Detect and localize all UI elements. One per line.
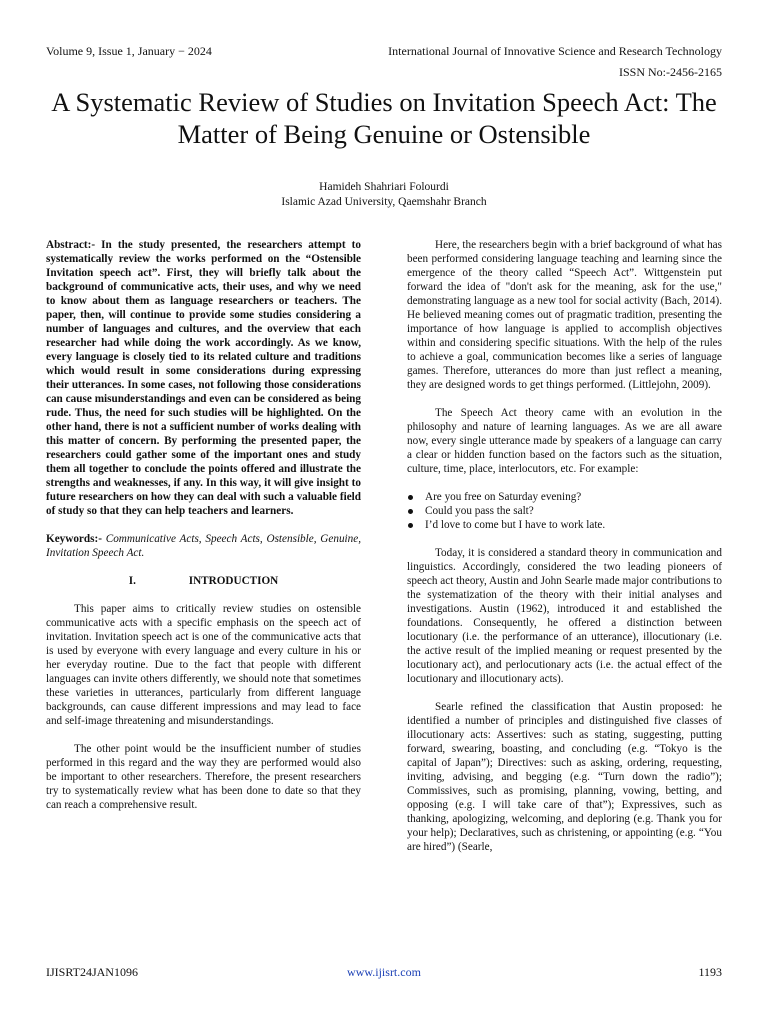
paragraph: Here, the researchers begin with a brief background of what has been performed considering language teaching and learning since the emergence of the theory called “Speech Act”. Wittgenstein put forward the idea of "don't ask for the meaning, ask for the use," demonstrating language as a new tool for social activity (Bach, 2014). He believed meaning comes out of pragmatic tradition, presenting the importance of how language is applied to accomplish objectives within and considering specific situations. With the help of the rules to achieve a goal, communication becomes like a series of language games. Therefore, utterances do more than just reflect a meaning, they are designed words to get things performed. (Littlejohn, 2009). — [407, 239, 722, 391]
article-id: IJISRT24JAN1096 — [46, 965, 138, 979]
example-list — [407, 490, 722, 532]
list-item-text: Are you free on Saturday evening? — [425, 491, 582, 503]
keywords — [46, 532, 361, 560]
bullet-icon — [408, 523, 413, 528]
keywords-label: Keywords:- — [46, 533, 102, 545]
bullet-icon — [408, 495, 413, 500]
paragraph: Searle refined the classification that Austin proposed: he identified a number of principles and distinguished five classes of illocutionary acts: Assertives: such as stating, suggesting, putting forward, swearing, boasting, and concluding (e.g. “Tokyo is the capital of Japan”); Directives: such as asking, ordering, requesting, inviting, advising, and begging (e.g. “Turn down the radio”); Commissives, such as promising, planning, vowing, betting, and opposing (e.g. I will take care of that”); Expressives, such as thanking, apologizing, welcoming, and deploring (e.g. Thank you for your help); Declaratives, such as christening, or appointing (e.g. “You are hired”) (Searle, — [407, 701, 722, 853]
footer-center — [0, 965, 768, 980]
page-number: 1193 — [698, 965, 722, 979]
list-item-text: Could you pass the salt? — [425, 505, 534, 517]
website-link[interactable]: www.ijisrt.com — [347, 965, 421, 979]
list-item-text: I’d love to come but I have to work late. — [425, 519, 606, 531]
author-block — [0, 180, 768, 210]
list-item — [407, 490, 722, 504]
journal-name: International Journal of Innovative Science and Research Technology — [388, 44, 722, 58]
paragraph: This paper aims to critically review studies on ostensible communicative acts with a specific emphasis on the speech act of invitation. Invitation speech act is one of the communicative acts that is used by everyone with every language and every culture in his or her everyday routine. Due to the fact that people with different languages can invite others differently, we should note that sometimes these varieties in utterances, particularly from different language backgrounds, can cause different impressions and may lead to face and self-image threatening and misunderstandings. — [46, 603, 361, 727]
bullet-icon — [408, 509, 413, 514]
right-column — [407, 238, 722, 868]
paragraph: The Speech Act theory came with an evolution in the philosophy and nature of learning languages. As we are all aware now, every single utterance made by speakers of a language can carry a clear or hidden function based on the factors such as the situation, culture, time, place, interlocutors, etc. For example: — [407, 407, 722, 475]
paragraph: The other point would be the insufficient number of studies performed in this regard and the way they are performed would also be important to other researchers. Therefore, the present researchers try to systematically review what has been done to date so that they can reach a comprehensive result. — [46, 743, 361, 811]
volume-info: Volume 9, Issue 1, January − 2024 — [46, 44, 212, 58]
left-column — [46, 238, 361, 826]
author-affiliation: Islamic Azad University, Qaemshahr Branch — [281, 196, 487, 208]
section-number: I. — [128, 575, 136, 587]
section-title: INTRODUCTION — [188, 575, 279, 587]
section-heading — [46, 574, 361, 588]
abstract: Abstract:- In the study presented, the researchers attempt to systematically review the works performed on the “Ostensible Invitation speech act”. First, they will briefly talk about the background of communicative acts, their uses, and why we need to know about them as language researchers or teachers. The paper, then, will continue to provide some studies considering a number of languages and cultures, and the overview that each researcher had while doing the work accordingly. As we know, every language is closely tied to its related culture and traditions which would result in some considerations during expressing their utterances. In some cases, not following those considerations can cause misunderstandings and even can be considered as being rude. Thus, the need for such studies will be highlighted. On the other hand, there is not a sufficient number of works dealing with this matter of concern. By performing the presented paper, the researchers could gather some of the important ones and study them all together to conclude the points offered and illustrate the strengths and weaknesses, if any. In this way, it will give insight to future researchers on how they can deal with such a valuable field of study so that they can help teachers and learners. — [46, 239, 361, 517]
issn: ISSN No:-2456-2165 — [618, 65, 722, 79]
list-item — [407, 504, 722, 518]
author-name: Hamideh Shahriari Folourdi — [319, 181, 449, 193]
keywords-text: Communicative Acts, Speech Acts, Ostensible, Genuine, Invitation Speech Act. — [46, 533, 361, 559]
paragraph: Today, it is considered a standard theory in communication and linguistics. Accordingly, considered the two leading pioneers of speech act theory, Austin and John Searle made major contributions to the systematization of the theory with their initial analyses and investigations. Austin (1962), introduced it and established the foundations. Consequently, he offered a distinction between locutionary (i.e. the performance of an utterance), illocutionary (i.e. the active result of the implied meaning or request presented by the locutionary act), and perlocutionary acts (i.e. the actual effect of the locutionary and illocutionary acts). — [407, 547, 722, 685]
list-item — [407, 518, 722, 532]
paper-title: A Systematic Review of Studies on Invitation Speech Act: The Matter of Being Genuine or Ostensible — [51, 87, 717, 149]
